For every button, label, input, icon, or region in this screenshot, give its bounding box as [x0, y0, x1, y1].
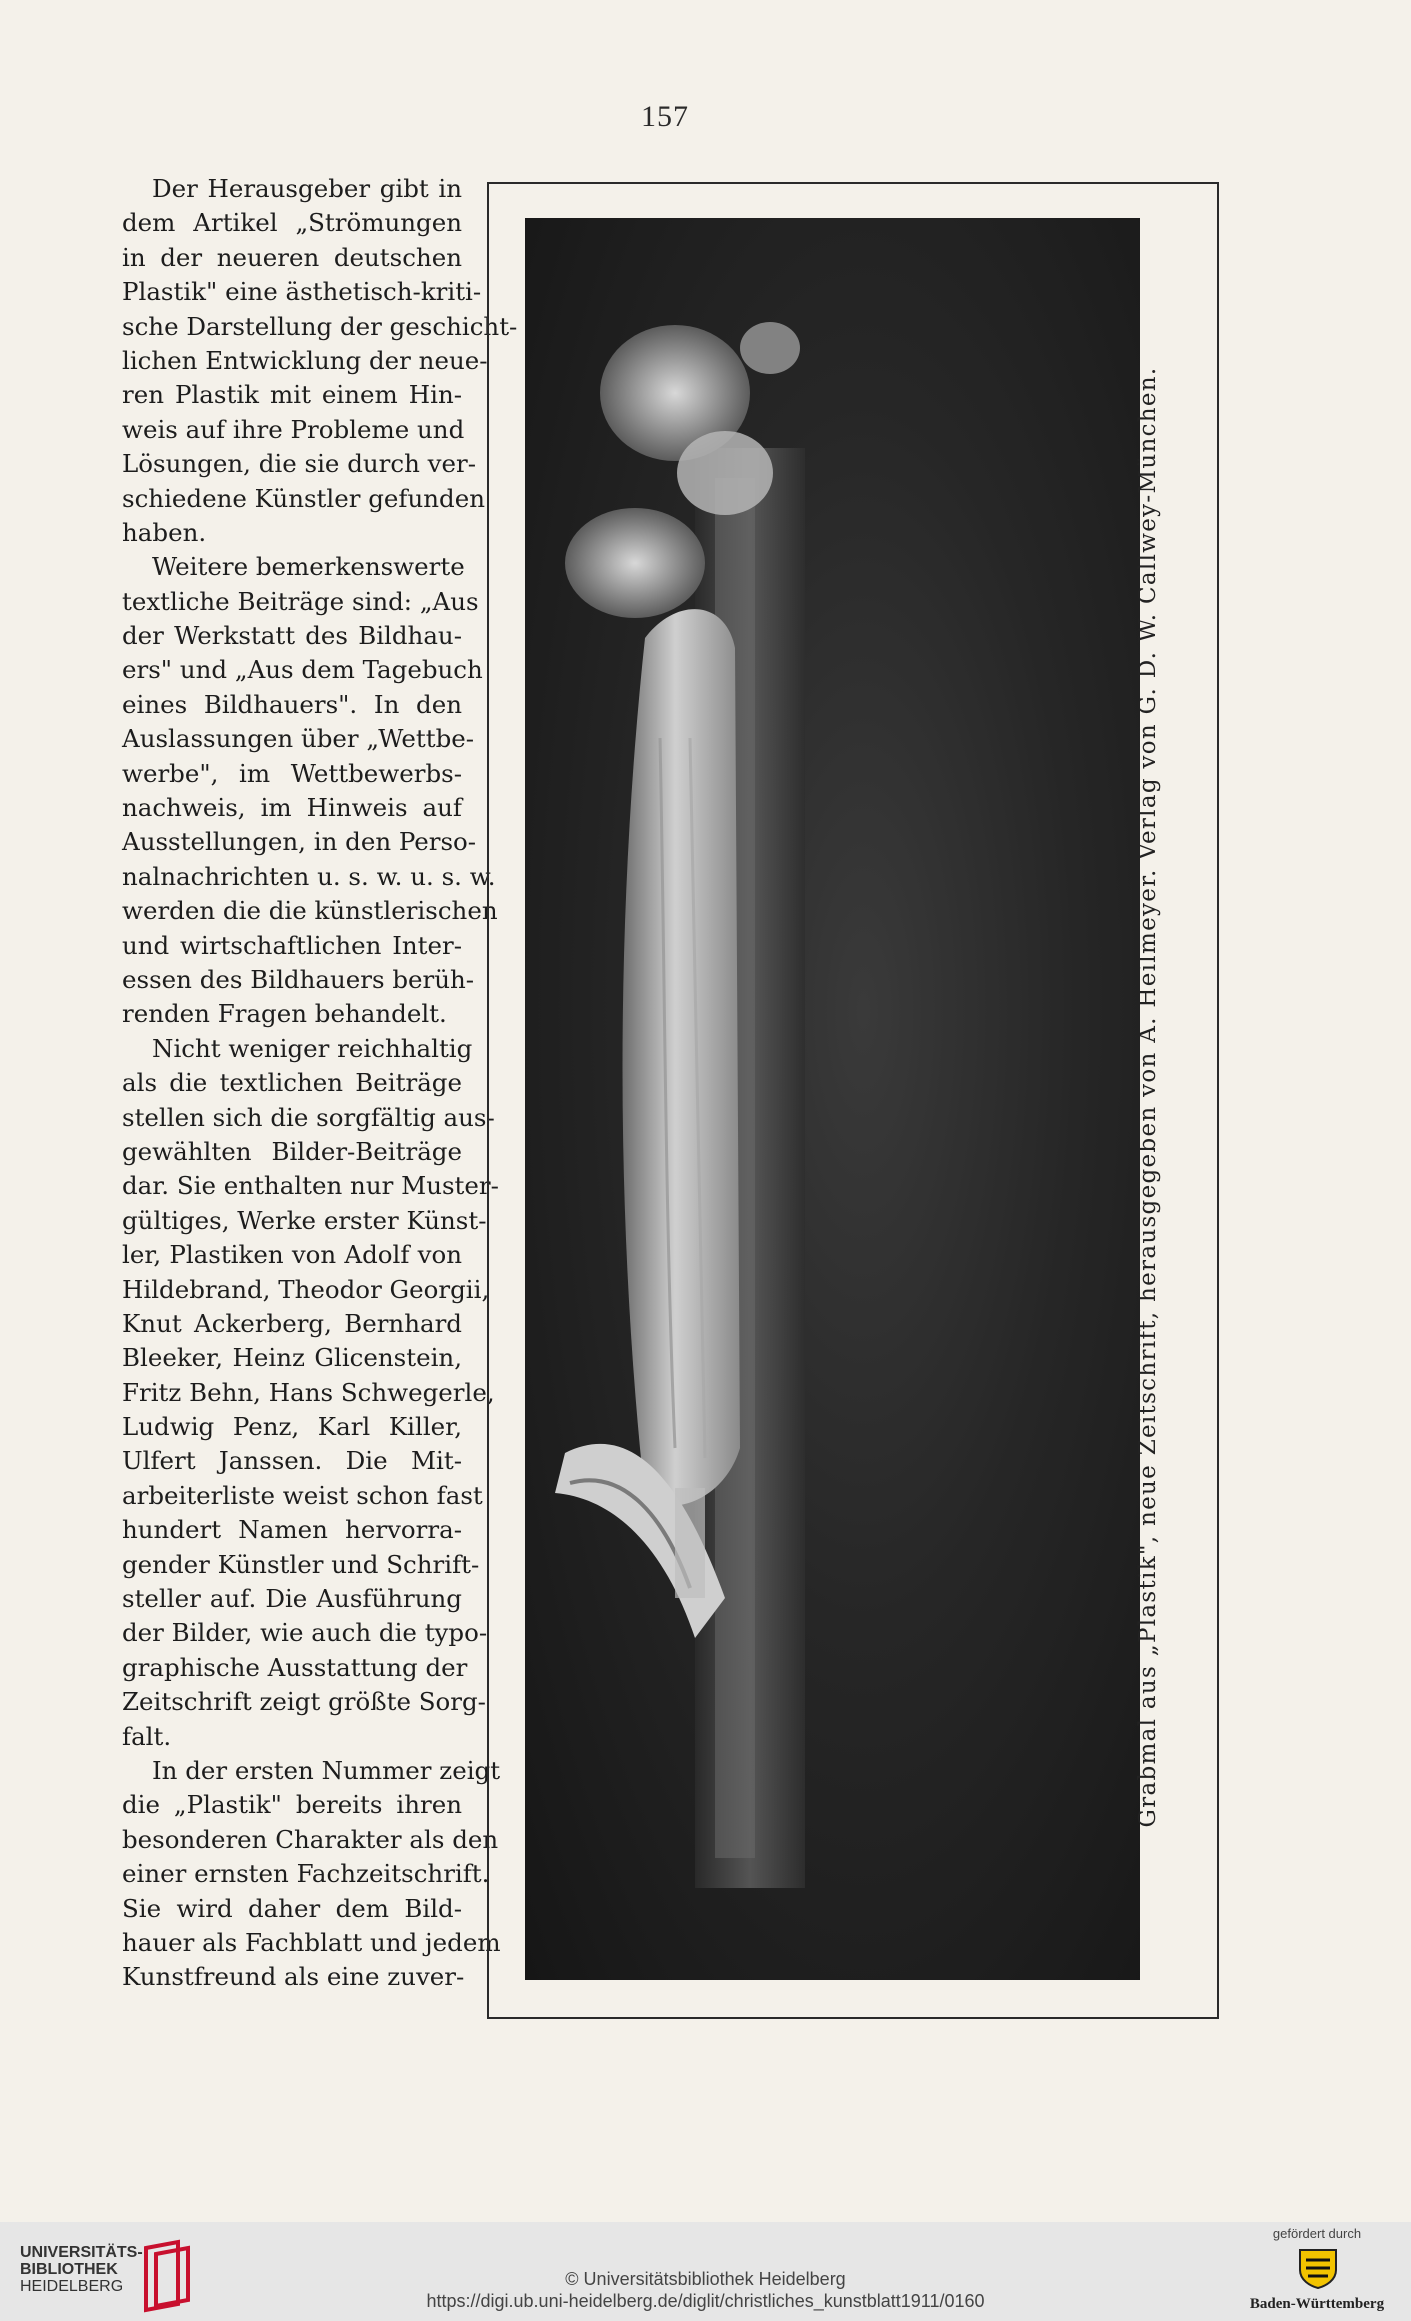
text-line: dar. Sie enthalten nur Muster- — [122, 1171, 499, 1201]
text-line: und wirtschaftlichen Inter- — [122, 930, 462, 960]
text-line: hundert Namen hervorra- — [122, 1515, 462, 1545]
text-line: Ausstellungen, in den Perso- — [122, 827, 477, 857]
text-line: schiedene Künstler gefunden — [122, 483, 486, 513]
text-line: Weitere bemerkenswerte — [152, 552, 465, 582]
text-line: ren Plastik mit einem Hin- — [122, 380, 462, 410]
text-line: textliche Beiträge sind: „Aus — [122, 586, 479, 616]
copyright-text: © Universitätsbibliothek Heidelberg — [565, 2269, 846, 2289]
page-number: 157 — [641, 100, 689, 133]
text-line: ers" und „Aus dem Tagebuch — [122, 655, 483, 685]
baden-wuerttemberg-crest-icon — [1296, 2246, 1340, 2290]
text-line: Bleeker, Heinz Glicenstein, — [122, 1343, 462, 1373]
text-line: besonderen Charakter als den — [122, 1824, 499, 1854]
text-line: ler, Plastiken von Adolf von — [122, 1240, 462, 1270]
text-line: Nicht weniger reichhaltig — [152, 1033, 473, 1063]
text-line: steller auf. Die Ausführung — [122, 1584, 462, 1614]
text-line: in der neueren deutschen — [122, 242, 462, 272]
text-line: Auslassungen über „Wettbe- — [122, 724, 475, 754]
source-url-link[interactable]: https://digi.ub.uni-heidelberg.de/diglit/christliches_kunstblatt1911/0160 — [426, 2291, 985, 2311]
text-line: dem Artikel „Strömungen — [122, 208, 462, 238]
text-line: weis auf ihre Probleme und — [122, 414, 465, 444]
text-line: Lösungen, die sie durch ver- — [122, 449, 476, 479]
funded-by-label: gefördert durch — [1272, 2226, 1362, 2241]
copyright-block — [0, 2268, 1411, 2312]
funder-name: Baden-Württemberg — [1249, 2296, 1385, 2312]
text-line: graphische Ausstattung der — [122, 1652, 468, 1682]
text-line: werden die die künstlerischen — [122, 896, 498, 926]
text-line: stellen sich die sorgfältig aus- — [122, 1102, 495, 1132]
text-line: nachweis, im Hinweis auf — [122, 793, 462, 823]
text-line: Ulfert Janssen. Die Mit- — [122, 1446, 462, 1476]
library-name-line3: HEIDELBERG — [20, 2278, 124, 2295]
text-line: gültiges, Werke erster Künst- — [122, 1205, 487, 1235]
text-line: der Bilder, wie auch die typo- — [122, 1618, 488, 1648]
text-line: nalnachrichten u. s. w. u. s. w. — [122, 861, 496, 891]
text-line: Ludwig Penz, Karl Killer, — [122, 1412, 462, 1442]
text-line: Kunstfreund als eine zuver- — [122, 1962, 465, 1992]
text-line: Hildebrand, Theodor Georgii, — [122, 1274, 490, 1304]
text-line: Knut Ackerberg, Bernhard — [122, 1308, 462, 1338]
text-line: einer ernsten Fachzeitschrift. — [122, 1859, 490, 1889]
text-line: In der ersten Nummer zeigt — [152, 1755, 501, 1785]
library-name-line2: BIBLIOTHEK — [20, 2261, 118, 2278]
article-text-column — [122, 172, 518, 2042]
text-line: der Werkstatt des Bildhau- — [122, 621, 462, 651]
text-line: arbeiterliste weist schon fast — [122, 1480, 483, 1510]
text-line: Sie wird daher dem Bild- — [122, 1893, 462, 1923]
text-line: Plastik" eine ästhetisch-kriti- — [122, 277, 482, 307]
text-line: Der Herausgeber gibt in — [152, 174, 462, 203]
text-line: Fritz Behn, Hans Schwegerle, — [122, 1377, 495, 1407]
text-line: gewählten Bilder-Beiträge — [122, 1136, 462, 1166]
text-line: werbe", im Wettbewerbs- — [122, 758, 462, 788]
library-name-line1: UNIVERSITÄTS- — [20, 2244, 143, 2261]
text-line: die „Plastik" bereits ihren — [122, 1790, 462, 1820]
tomb-monument-image — [525, 218, 1140, 1980]
text-line: sche Darstellung der geschicht- — [122, 311, 518, 341]
text-line: eines Bildhauers". In den — [122, 689, 462, 719]
text-line: Zeitschrift zeigt größte Sorg- — [122, 1687, 486, 1717]
text-line: renden Fragen behandelt. — [122, 999, 447, 1029]
plate-caption: Grabmal aus „Plastik", neue Zeitschrift, herausgegeben von A. Heilmeyer. Verlag von G. D. W. Callwey-München. — [1135, 366, 1161, 1828]
text-line: als die textlichen Beiträge — [122, 1068, 462, 1098]
text-line: gender Künstler und Schrift- — [122, 1549, 480, 1579]
text-line: haben. — [122, 517, 207, 547]
sculpture-photograph — [525, 218, 1140, 1980]
text-line: essen des Bildhauers berüh- — [122, 964, 475, 994]
text-line: hauer als Fachblatt und jedem — [122, 1927, 501, 1957]
text-line: falt. — [122, 1721, 172, 1751]
text-line: lichen Entwicklung der neue- — [122, 345, 488, 375]
